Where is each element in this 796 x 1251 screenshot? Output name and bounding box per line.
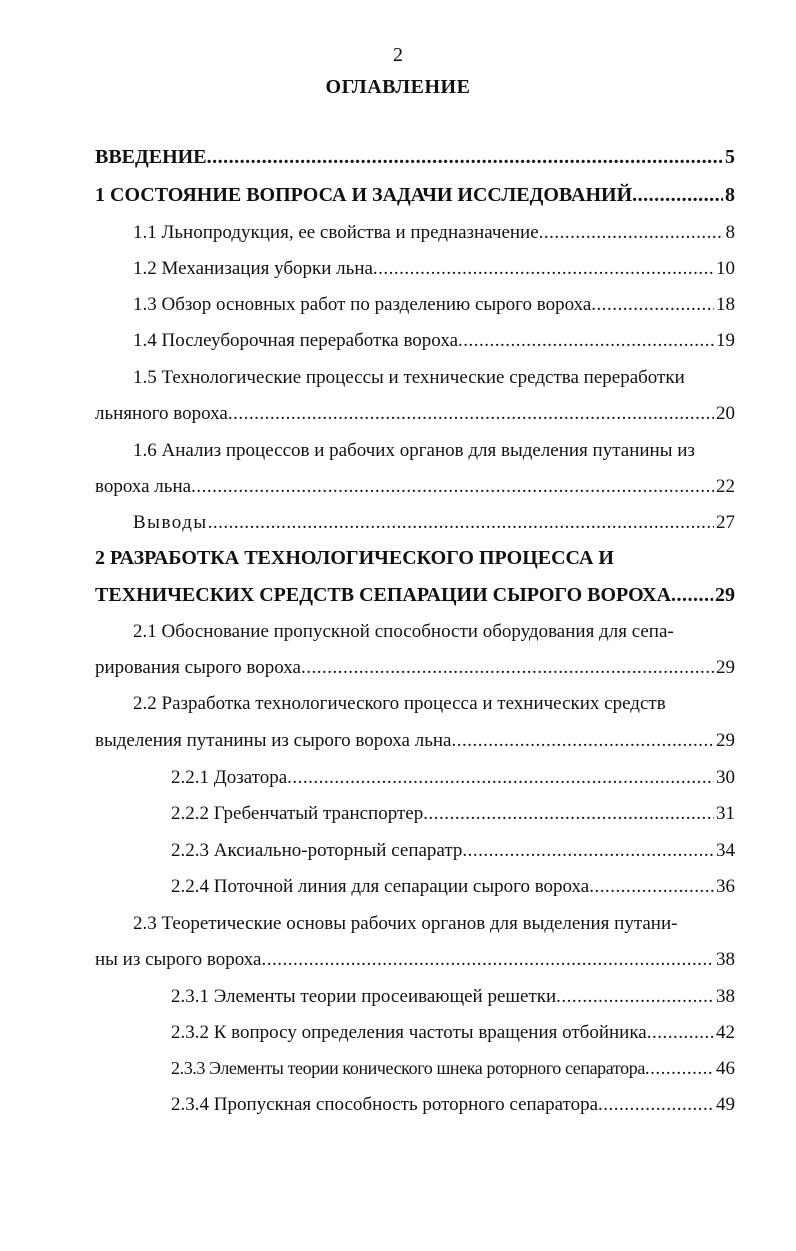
toc-entry-1-5-cont[interactable] [95, 403, 735, 425]
toc-entry-page: 29 [716, 657, 735, 678]
toc-entry-chapter-1[interactable] [95, 184, 735, 207]
toc-entry-page: 42 [716, 1022, 735, 1043]
toc-entry-page: 30 [716, 767, 735, 788]
leader-dots [671, 584, 713, 607]
toc-entry-title: 2.3.3 Элементы теории конического шнека роторного сепаратора [171, 1058, 645, 1078]
toc-entry-page: 49 [716, 1094, 735, 1115]
leader-dots [591, 294, 714, 316]
leader-dots [301, 657, 714, 679]
toc-entry-title-cont: рирования сырого вороха [95, 657, 301, 678]
toc-entry-page: 36 [716, 876, 735, 897]
toc-entry-conclusions[interactable] [133, 512, 735, 534]
toc-entry-title: 2.3.4 Пропускная способность роторного сепаратора [171, 1094, 599, 1115]
toc-entry-title: 2.3.1 Элементы теории просеивающей решетки [171, 986, 557, 1007]
toc-entry-2-3-4[interactable] [171, 1094, 735, 1116]
leader-dots [208, 512, 714, 534]
toc-entry-title: 2.2 Разработка технологического процесса и технических средств [133, 693, 666, 714]
leader-dots [589, 876, 714, 898]
toc-entry-title: 2.2.4 Поточной линия для сепарации сырого вороха [171, 876, 590, 897]
toc-entry-2-1-cont[interactable] [95, 657, 735, 679]
toc-entry-2-3-cont[interactable] [95, 949, 735, 971]
toc-entry-chapter-2[interactable] [95, 547, 735, 570]
toc-entry-title: 2 РАЗРАБОТКА ТЕХНОЛОГИЧЕСКОГО ПРОЦЕССА И [95, 547, 614, 569]
page-title: ОГЛАВЛЕНИЕ [325, 76, 471, 98]
toc-entry-title-cont: выделения путанины из сырого вороха льна [95, 730, 452, 751]
toc-entry-1-6[interactable] [133, 440, 735, 462]
toc-entry-title: Выводы [133, 512, 208, 533]
toc-entry-title: 1.1 Льнопродукция, ее свойства и предназначение [133, 222, 539, 243]
toc-entry-chapter-2-cont[interactable] [95, 584, 735, 607]
leader-dots [287, 767, 714, 789]
toc-entry-page: 10 [716, 258, 735, 279]
toc-entry-1-3[interactable] [133, 294, 735, 316]
leader-dots [373, 258, 714, 280]
toc-entry-title-cont: льняного вороха [95, 403, 228, 424]
toc-entry-title-cont: ны из сырого вороха [95, 949, 262, 970]
toc-entry-title: 1.5 Технологические процессы и технические средства переработки [133, 367, 685, 388]
toc-entry-2-2[interactable] [133, 693, 735, 715]
toc-entry-1-2[interactable] [133, 258, 735, 280]
toc-entry-2-2-1[interactable] [171, 767, 735, 789]
leader-dots [191, 476, 714, 498]
toc-entry-page: 29 [715, 584, 735, 606]
toc-entry-2-2-2[interactable] [171, 803, 735, 825]
toc-entry-introduction[interactable] [95, 146, 735, 169]
leader-dots [207, 146, 723, 169]
toc-entry-page: 8 [725, 184, 735, 206]
leader-dots [458, 330, 714, 352]
toc-entry-title: 1.3 Обзор основных работ по разделению сырого вороха [133, 294, 592, 315]
toc-entry-title: 1 СОСТОЯНИЕ ВОПРОСА И ЗАДАЧИ ИССЛЕДОВАНИЙ [95, 184, 633, 206]
toc-entry-title: ВВЕДЕНИЕ [95, 146, 207, 168]
toc-entry-title: 2.2.1 Дозатора [171, 767, 288, 788]
toc-entry-page: 46 [716, 1058, 735, 1079]
toc-entry-page: 20 [716, 403, 735, 424]
toc-entry-title: 1.4 Послеуборочная переработка вороха [133, 330, 459, 351]
leader-dots [645, 1058, 714, 1080]
toc-entry-2-3-3[interactable] [171, 1058, 735, 1080]
toc-entry-title-cont: вороха льна [95, 476, 192, 497]
toc-entry-page: 27 [716, 512, 735, 533]
toc-entry-2-2-4[interactable] [171, 876, 735, 898]
toc-entry-page: 8 [725, 222, 735, 243]
toc-entry-title: 2.3 Теоретические основы рабочих органов для выделения путани- [133, 913, 678, 934]
toc-entry-page: 38 [716, 949, 735, 970]
leader-dots [462, 840, 714, 862]
leader-dots [556, 986, 714, 1008]
page-number: 2 [393, 44, 403, 66]
toc-entry-page: 5 [725, 146, 735, 168]
toc-entry-2-3-1[interactable] [171, 986, 735, 1008]
toc-entry-1-6-cont[interactable] [95, 476, 735, 498]
toc-entry-page: 29 [716, 730, 735, 751]
toc-entry-page: 19 [716, 330, 735, 351]
toc-entry-page: 18 [716, 294, 735, 315]
toc-entry-title: 1.2 Механизация уборки льна [133, 258, 373, 279]
toc-entry-page: 34 [716, 840, 735, 861]
toc-entry-page: 38 [716, 986, 735, 1007]
toc-entry-1-5[interactable] [133, 367, 735, 389]
toc-entry-page: 22 [716, 476, 735, 497]
toc-entry-2-3-2[interactable] [171, 1022, 735, 1044]
leader-dots [632, 184, 723, 207]
toc-entry-2-3[interactable] [133, 913, 735, 935]
leader-dots [228, 403, 714, 425]
leader-dots [423, 803, 714, 825]
leader-dots [647, 1022, 714, 1044]
leader-dots [451, 730, 714, 752]
toc-entry-title: 2.2.2 Гребенчатый транспортер [171, 803, 424, 824]
toc-entry-2-2-cont[interactable] [95, 730, 735, 752]
toc-entry-2-2-3[interactable] [171, 840, 735, 862]
leader-dots [261, 949, 714, 971]
toc-entry-1-4[interactable] [133, 330, 735, 352]
toc-entry-1-1[interactable] [133, 222, 735, 244]
toc-entry-title: 1.6 Анализ процессов и рабочих органов для выделения путанины из [133, 440, 695, 461]
toc-entry-page: 31 [716, 803, 735, 824]
leader-dots [539, 222, 724, 244]
toc-entry-title: 2.1 Обоснование пропускной способности оборудования для сепа- [133, 621, 674, 642]
leader-dots [598, 1094, 714, 1116]
toc-entry-2-1[interactable] [133, 621, 735, 643]
toc-entry-title: 2.3.2 К вопросу определения частоты вращения отбойника [171, 1022, 647, 1043]
toc-entry-title: 2.2.3 Аксиально-роторный сепаратр [171, 840, 463, 861]
toc-entry-title-cont: ТЕХНИЧЕСКИХ СРЕДСТВ СЕПАРАЦИИ СЫРОГО ВОРОХА [95, 584, 672, 606]
